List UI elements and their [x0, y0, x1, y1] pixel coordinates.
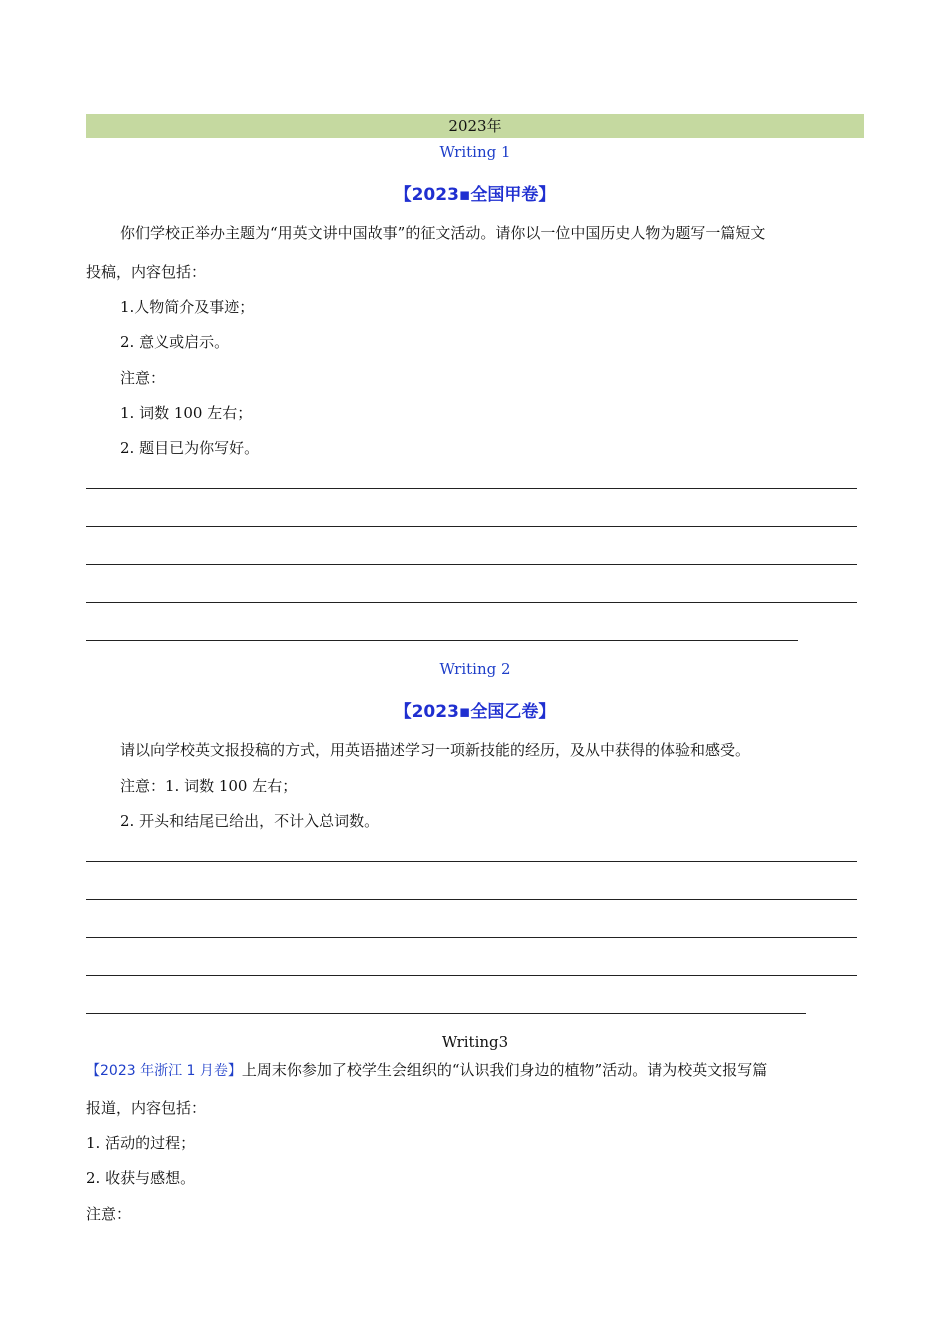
writing-2-heading: Writing 2 — [439, 660, 511, 678]
writing-1-note-label: 注意： — [120, 369, 166, 387]
writing-1-note-2: 2. 题目已为你写好。 — [120, 439, 260, 457]
writing-3-item-1: 1. 活动的过程； — [86, 1134, 196, 1152]
writing-2-prompt: 请以向学校英文报投稿的方式，用英语描述学习一项新技能的经历，及从中获得的体验和感受。 — [120, 741, 751, 759]
answer-line — [86, 488, 857, 489]
writing-1-item-1: 1.人物简介及事迹； — [120, 298, 255, 316]
answer-line — [86, 937, 857, 938]
writing-3-item-2: 2. 收获与感想。 — [86, 1169, 196, 1187]
writing-1-prompt-line-1: 你们学校正举办主题为“用英文讲中国故事”的征文活动。请你以一位中国历史人物为题写一篇短文 — [120, 224, 766, 242]
answer-line — [86, 861, 857, 862]
writing-1-note-1: 1. 词数 100 左右； — [120, 404, 253, 422]
writing-3-prompt-text: 上周末你参加了校学生会组织的“认识我们身边的植物”活动。请为校英文报写篇 — [241, 1061, 768, 1079]
writing-1-item-2: 2. 意义或启示。 — [120, 333, 230, 351]
answer-line — [86, 975, 857, 976]
writing-2-source: 【2023▪全国乙卷】 — [394, 702, 556, 722]
writing-3-heading: Writing3 — [441, 1033, 509, 1051]
answer-line — [86, 1013, 806, 1014]
answer-line — [86, 564, 857, 565]
writing-2-note-2: 2. 开头和结尾已给出，不计入总词数。 — [120, 812, 380, 830]
answer-line — [86, 640, 798, 641]
writing-3-prompt-line-1 — [86, 1059, 767, 1080]
writing-3-note-label: 注意： — [86, 1205, 132, 1223]
writing-1-source: 【2023▪全国甲卷】 — [394, 185, 556, 205]
writing-3-source: 【2023 年浙江 1 月卷】 — [86, 1063, 242, 1079]
answer-line — [86, 526, 857, 527]
answer-line — [86, 899, 857, 900]
writing-2-note-1: 注意：1. 词数 100 左右； — [120, 777, 298, 795]
writing-1-heading: Writing 1 — [439, 143, 511, 161]
writing-1-prompt-line-2: 投稿，内容包括： — [86, 263, 207, 281]
answer-line — [86, 602, 857, 603]
writing-3-prompt-line-2: 报道，内容包括： — [86, 1099, 207, 1117]
year-banner: 2023年 — [86, 114, 864, 138]
